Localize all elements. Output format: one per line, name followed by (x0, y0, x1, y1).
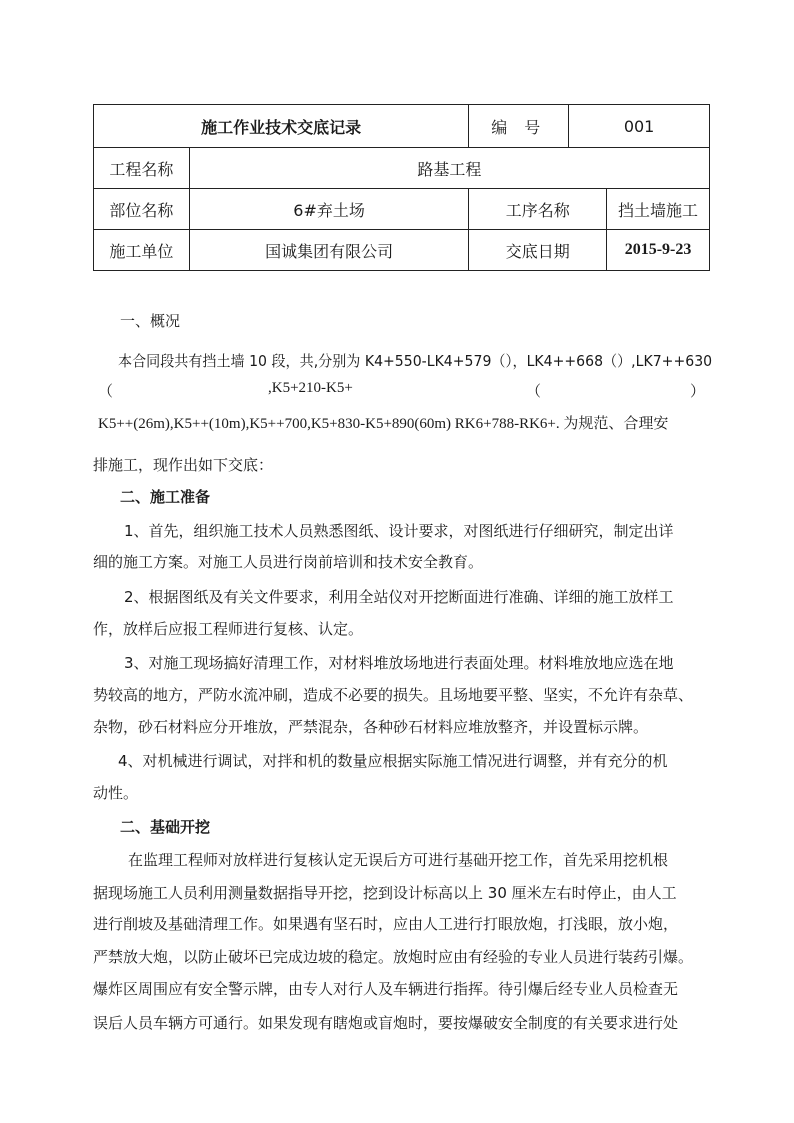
project-name-label: 工程名称 (94, 148, 190, 189)
excavation-line-2: 据现场施工人员利用测量数据指导开挖，挖到设计标高以上 30 厘米左右时停止，由人工 (93, 884, 677, 902)
overview-line-1: 本合同段共有挡土墙 10 段，共,分别为 K4+550-LK4+579（），LK4++668（）,LK7++630 (118, 352, 713, 370)
part-name-value: 6#弃土场 (189, 189, 468, 230)
section-2-title: 二、施工准备 (120, 488, 211, 506)
header-table (93, 104, 710, 271)
process-name-label: 工序名称 (469, 189, 607, 230)
excavation-line-6: 误后人员车辆方可通行。如果发现有瞎炮或盲炮时，要按爆破安全制度的有关要求进行处 (93, 1014, 679, 1032)
section-1-title: 一、概况 (120, 312, 181, 330)
number-label: 编 号 (469, 105, 569, 148)
process-name-value: 挡土墙施工 (607, 189, 710, 230)
item-1-line-1: 1、首先，组织施工技术人员熟悉图纸、设计要求，对图纸进行仔细研究，制定出详 (124, 522, 674, 540)
overview-line-2b: ,K5+210-K5+ (268, 380, 353, 396)
excavation-line-5: 爆炸区周围应有安全警示牌，由专人对行人及车辆进行指挥。待引爆后经专业人员检查无 (93, 980, 679, 998)
part-name-label: 部位名称 (94, 189, 190, 230)
record-title: 施工作业技术交底记录 (94, 105, 469, 148)
item-3-line-3: 杂物，砂石材料应分开堆放，严禁混杂，各种砂石材料应堆放整齐，并设置标示牌。 (93, 718, 649, 736)
overview-line-3: K5++(26m),K5++(10m),K5++700,K5+830-K5+890(60m) RK6+788-RK6+. 为规范、合理安 (98, 416, 669, 432)
overview-line-2c: （ (526, 382, 542, 400)
unit-label: 施工单位 (94, 230, 190, 271)
overview-line-2d: ） (690, 382, 706, 400)
project-name-value: 路基工程 (189, 148, 709, 189)
excavation-line-4: 严禁放大炮，以防止破坏已完成边坡的稳定。放炮时应由有经验的专业人员进行装药引爆。 (93, 948, 694, 966)
overview-line-4: 排施工，现作出如下交底： (93, 456, 274, 474)
section-3-title: 二、基础开挖 (120, 818, 211, 836)
unit-value: 国诚集团有限公司 (189, 230, 468, 271)
item-4-line-2: 动性。 (93, 784, 139, 802)
item-3-line-1: 3、对施工现场搞好清理工作，对材料堆放场地进行表面处理。材料堆放地应选在地 (124, 654, 674, 672)
excavation-line-1: 在监理工程师对放样进行复核认定无误后方可进行基础开挖工作，首先采用挖机根 (128, 851, 669, 869)
number-value: 001 (569, 105, 710, 148)
overview-line-2a: （ (98, 382, 114, 400)
item-2-line-1: 2、根据图纸及有关文件要求，利用全站仪对开挖断面进行准确、详细的施工放样工 (124, 588, 674, 606)
item-2-line-2: 作，放样后应报工程师进行复核、认定。 (93, 620, 364, 638)
item-4-line-1: 4、对机械进行调试，对拌和机的数量应根据实际施工情况进行调整，并有充分的机 (118, 752, 668, 770)
excavation-line-3: 进行削坡及基础清理工作。如果遇有坚石时，应由人工进行打眼放炮，打浅眼，放小炮， (93, 915, 679, 933)
item-3-line-2: 势较高的地方，严防水流冲刷，造成不必要的损失。且场地要平整、坚实，不允许有杂草、 (93, 686, 694, 704)
item-1-line-2: 细的施工方案。对施工人员进行岗前培训和技术安全教育。 (93, 553, 484, 571)
date-value: 2015-9-23 (607, 230, 710, 271)
date-label: 交底日期 (469, 230, 607, 271)
